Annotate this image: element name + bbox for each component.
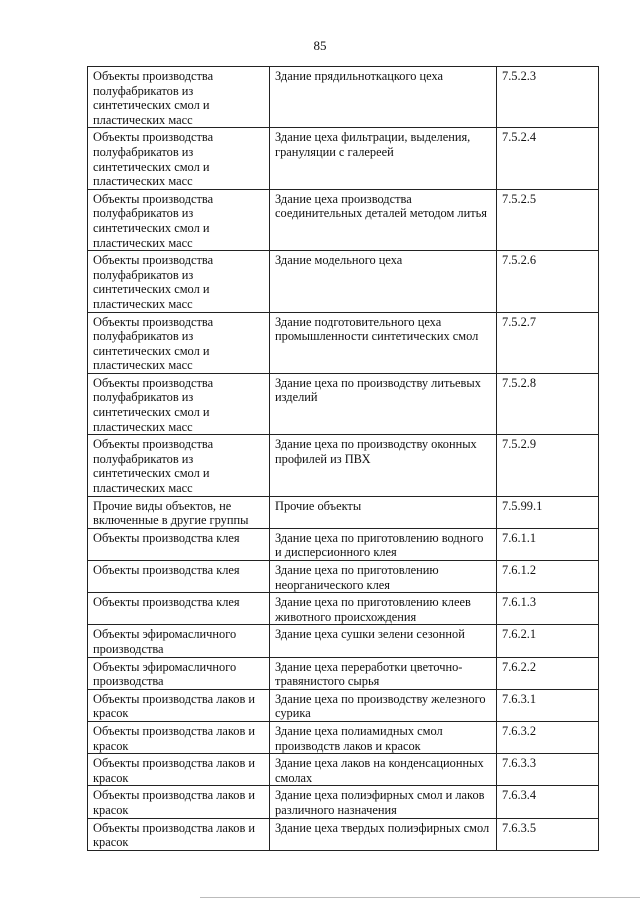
building-cell: Здание цеха полиамидных смол производств лаков и красок [270, 721, 497, 753]
object-cell: Объекты производства полуфабрикатов из синтетических смол и пластических масс [88, 251, 270, 312]
table-row [88, 528, 599, 560]
object-cell: Объекты производства лаков и красок [88, 786, 270, 818]
code-cell: 7.5.2.5 [497, 189, 599, 250]
building-cell: Здание цеха полиэфирных смол и лаков различного назначения [270, 786, 497, 818]
classification-table [87, 66, 599, 851]
object-cell: Объекты производства лаков и красок [88, 818, 270, 850]
object-cell: Объекты производства лаков и красок [88, 721, 270, 753]
table-row [88, 251, 599, 312]
building-cell: Здание цеха по приготовлению неорганического клея [270, 561, 497, 593]
table-row [88, 754, 599, 786]
object-cell: Объекты производства полуфабрикатов из синтетических смол и пластических масс [88, 67, 270, 128]
code-cell: 7.6.3.3 [497, 754, 599, 786]
table-row [88, 312, 599, 373]
table-row [88, 67, 599, 128]
table-row [88, 786, 599, 818]
object-cell: Объекты производства лаков и красок [88, 754, 270, 786]
building-cell: Здание цеха фильтрации, выделения, грануляции с галереей [270, 128, 497, 189]
building-cell: Здание подготовительного цеха промышленности синтетических смол [270, 312, 497, 373]
code-cell: 7.6.2.1 [497, 625, 599, 657]
object-cell: Объекты производства полуфабрикатов из синтетических смол и пластических масс [88, 128, 270, 189]
building-cell: Прочие объекты [270, 496, 497, 528]
building-cell: Здание цеха лаков на конденсационных смолах [270, 754, 497, 786]
code-cell: 7.6.1.1 [497, 528, 599, 560]
table-row [88, 435, 599, 496]
table-row [88, 818, 599, 850]
object-cell: Объекты эфиромасличного производства [88, 657, 270, 689]
code-cell: 7.6.3.4 [497, 786, 599, 818]
building-cell: Здание цеха по приготовлению клеев животного происхождения [270, 593, 497, 625]
code-cell: 7.5.2.3 [497, 67, 599, 128]
code-cell: 7.5.2.4 [497, 128, 599, 189]
table-row [88, 625, 599, 657]
building-cell: Здание цеха производства соединительных деталей методом литья [270, 189, 497, 250]
table-row [88, 721, 599, 753]
table-row [88, 373, 599, 434]
building-cell: Здание цеха по приготовлению водного и дисперсионного клея [270, 528, 497, 560]
code-cell: 7.6.3.5 [497, 818, 599, 850]
table-row [88, 593, 599, 625]
code-cell: 7.6.1.2 [497, 561, 599, 593]
building-cell: Здание прядильноткацкого цеха [270, 67, 497, 128]
code-cell: 7.6.3.2 [497, 721, 599, 753]
building-cell: Здание цеха по производству оконных профилей из ПВХ [270, 435, 497, 496]
object-cell: Объекты производства полуфабрикатов из синтетических смол и пластических масс [88, 189, 270, 250]
building-cell: Здание цеха твердых полиэфирных смол [270, 818, 497, 850]
table-row [88, 657, 599, 689]
code-cell: 7.5.2.6 [497, 251, 599, 312]
object-cell: Объекты производства полуфабрикатов из синтетических смол и пластических масс [88, 312, 270, 373]
code-cell: 7.6.2.2 [497, 657, 599, 689]
code-cell: 7.5.2.7 [497, 312, 599, 373]
bottom-rule [200, 897, 640, 898]
object-cell: Объекты эфиромасличного производства [88, 625, 270, 657]
code-cell: 7.5.99.1 [497, 496, 599, 528]
object-cell: Объекты производства клея [88, 593, 270, 625]
object-cell: Объекты производства полуфабрикатов из синтетических смол и пластических масс [88, 435, 270, 496]
building-cell: Здание цеха переработки цветочно-травянистого сырья [270, 657, 497, 689]
building-cell: Здание цеха по производству литьевых изделий [270, 373, 497, 434]
code-cell: 7.5.2.8 [497, 373, 599, 434]
table-row [88, 689, 599, 721]
table-row [88, 561, 599, 593]
building-cell: Здание цеха по производству железного сурика [270, 689, 497, 721]
table-body [88, 67, 599, 851]
table-row [88, 189, 599, 250]
object-cell: Объекты производства клея [88, 561, 270, 593]
table-row [88, 496, 599, 528]
page-number: 85 [313, 38, 327, 53]
building-cell: Здание модельного цеха [270, 251, 497, 312]
object-cell: Объекты производства лаков и красок [88, 689, 270, 721]
object-cell: Объекты производства клея [88, 528, 270, 560]
object-cell: Прочие виды объектов, не включенные в другие группы [88, 496, 270, 528]
table-row [88, 128, 599, 189]
object-cell: Объекты производства полуфабрикатов из синтетических смол и пластических масс [88, 373, 270, 434]
code-cell: 7.5.2.9 [497, 435, 599, 496]
code-cell: 7.6.1.3 [497, 593, 599, 625]
building-cell: Здание цеха сушки зелени сезонной [270, 625, 497, 657]
code-cell: 7.6.3.1 [497, 689, 599, 721]
